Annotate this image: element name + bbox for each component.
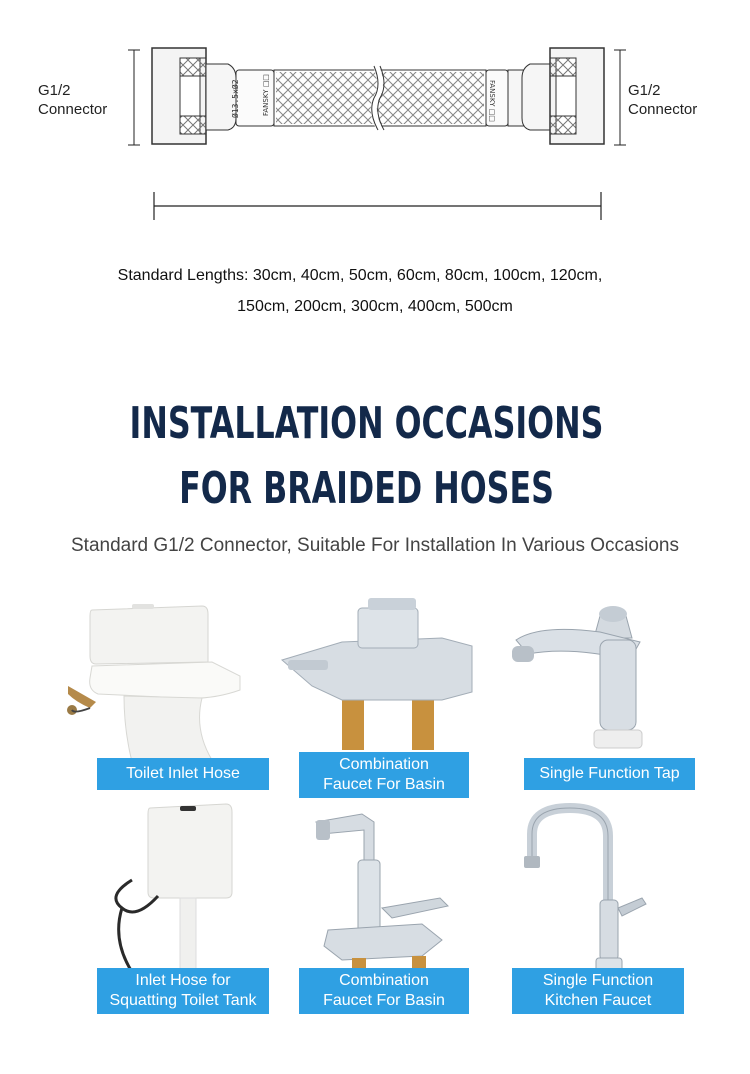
left-connector-label: G1/2 Connector: [38, 82, 108, 118]
occasion-label-toilet-inlet-hose: Toilet Inlet Hose: [97, 758, 269, 790]
svg-text:FANSKY □□: FANSKY □□: [488, 80, 496, 122]
section-title-line-1: INSTALLATION OCCASIONS: [129, 398, 604, 449]
occasion-label-combination-faucet: Combination Faucet For Basin: [299, 752, 469, 798]
occasion-label-single-function-tap: Single Function Tap: [524, 758, 695, 790]
length-dimension-line: [150, 188, 606, 224]
standard-lengths-line-1: Standard Lengths: 30cm, 40cm, 50cm, 60cm, 80cm, 100cm, 120cm,: [117, 267, 603, 284]
occasion-label-squatting-toilet-tank: Inlet Hose for Squatting Toilet Tank: [97, 968, 269, 1014]
section-subtitle: Standard G1/2 Connector, Suitable For Installation In Various Occasions: [71, 535, 679, 556]
hose-marking-left: Ø13.5xØ2: [231, 79, 240, 118]
svg-text:FANSKY □□: FANSKY □□: [262, 74, 270, 116]
occasion-label-kitchen-faucet: Single Function Kitchen Faucet: [512, 968, 684, 1014]
section-title-line-2: FOR BRAIDED HOSES: [179, 463, 554, 514]
braided-hose-diagram: [128, 40, 628, 160]
standard-lengths-line-2: 150cm, 200cm, 300cm, 400cm, 500cm: [237, 298, 513, 315]
occasion-label-combination-faucet-2: Combination Faucet For Basin: [299, 968, 469, 1014]
right-connector-label: G1/2 Connector: [628, 82, 698, 118]
